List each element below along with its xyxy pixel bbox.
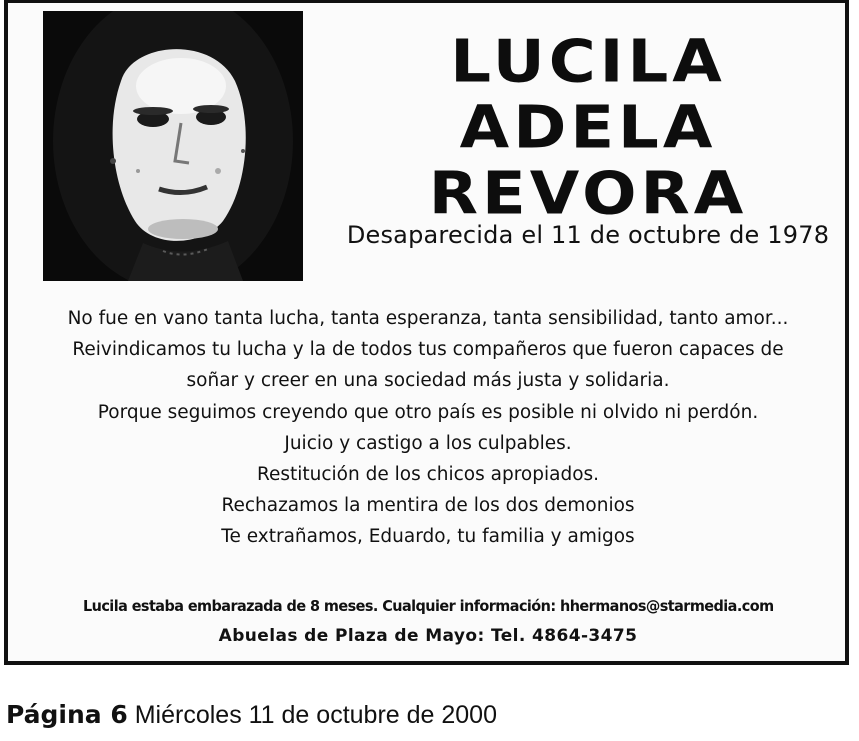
- full-name: [328, 29, 848, 227]
- disappearance-date: Desaparecida el 11 de octubre de 1978: [346, 221, 830, 249]
- tribute-text: [18, 303, 838, 553]
- page-footer: [6, 700, 497, 730]
- page-number: Página 6: [6, 700, 128, 729]
- tribute-line: Juicio y castigo a los culpables.: [284, 432, 572, 454]
- tribute-line: Rechazamos la mentira de los dos demonios: [221, 495, 635, 517]
- info-line: Lucila estaba embarazada de 8 meses. Cualquier información: hhermanos@starmedia.com: [82, 597, 774, 615]
- contact-info: [18, 591, 838, 651]
- memorial-notice: [4, 0, 849, 665]
- tribute-line: Porque seguimos creyendo que otro país es posible ni olvido ni perdón.: [97, 401, 759, 423]
- tribute-line: No fue en vano tanta lucha, tanta esperanza, tanta sensibilidad, tanto amor...: [67, 308, 789, 329]
- tribute-line: Te extrañamos, Eduardo, tu familia y amigos: [221, 526, 635, 548]
- first-name: LUCILA: [450, 27, 726, 97]
- tribute-line: soñar y creer en una sociedad más justa y solidaria.: [186, 370, 670, 392]
- portrait-photo: [43, 11, 303, 281]
- middle-name: ADELA: [459, 93, 717, 163]
- last-name: REVORA: [428, 159, 748, 229]
- tribute-line: Restitución de los chicos apropiados.: [256, 464, 600, 486]
- contact-phone-line: Abuelas de Plaza de Mayo: Tel. 4864-3475: [218, 626, 638, 646]
- page-date: Miércoles 11 de octubre de 2000: [134, 701, 497, 729]
- tribute-line: Reivindicamos tu lucha y la de todos tus compañeros que fueron capaces de: [72, 339, 784, 361]
